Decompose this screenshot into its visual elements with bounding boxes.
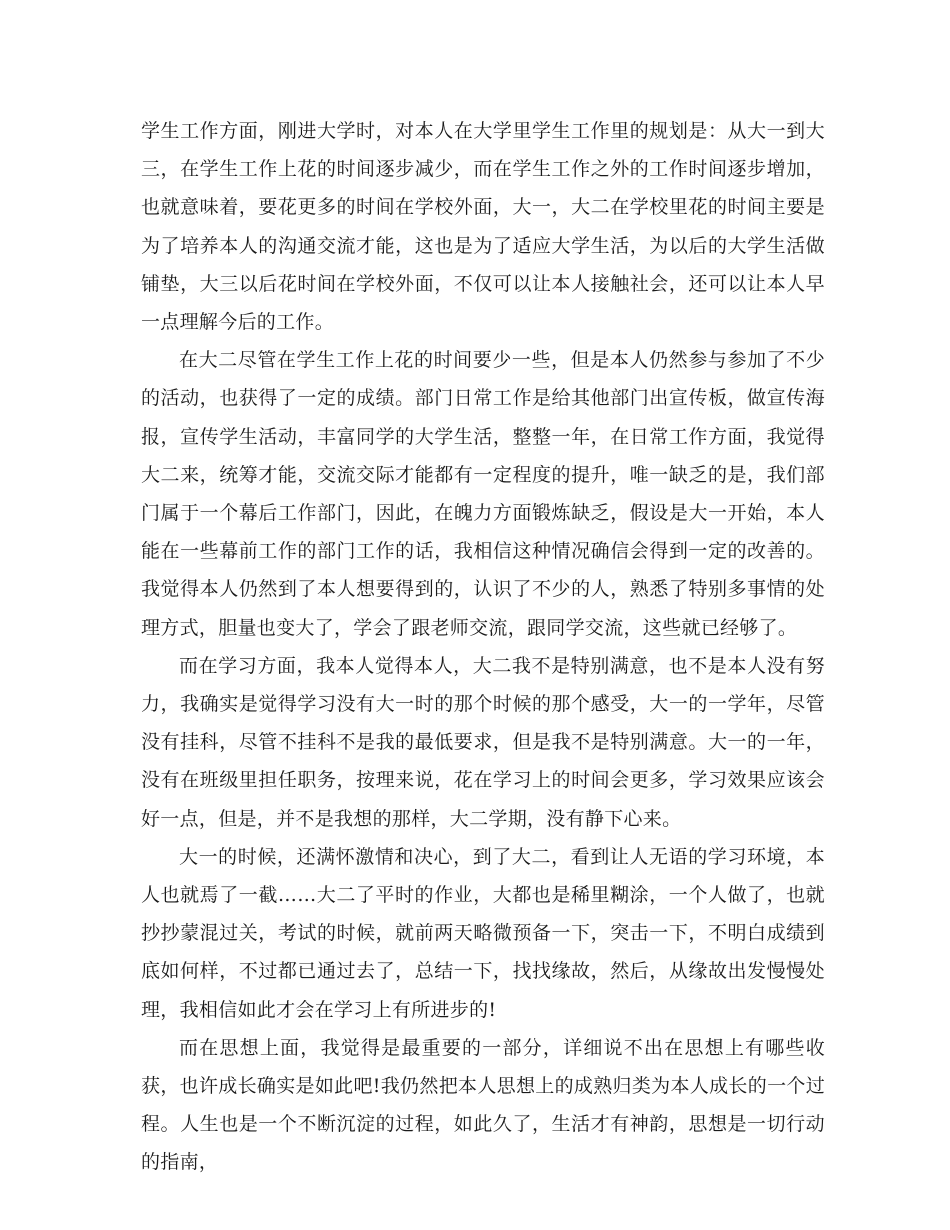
paragraph-sophomore-activities: 在大二尽管在学生工作上花的时间要少一些，但是本人仍然参与参加了不少的活动，也获得了一定的成绩。部门日常工作是给其他部门出宣传板，做宣传海报，宣传学生活动，丰富同学的大学生活，整整一年，在日常工作方面，我觉得大二来，统筹才能，交流交际才能都有一定程度的提升，唯一缺乏的是，我们部门属于一个幕后工作部门，因此，在魄力方面锻炼缺乏，假设是大一开始，本人能在一些幕前工作的部门工作的话，我相信这种情况确信会得到一定的改善的。我觉得本人仍然到了本人想要得到的，认识了不少的人，熟悉了特别多事情的处理方式，胆量也变大了，学会了跟老师交流，跟同学交流，这些就已经够了。 <box>141 349 825 639</box>
paragraph-freshman-reflection: 大一的时候，还满怀激情和决心，到了大二，看到让人无语的学习环境，本人也就焉了一截……大二了平时的作业，大都也是稀里糊涂，一个人做了，也就抄抄蒙混过关，考试的时候，就前两天略微预备一下，突击一下，不明白成绩到底如何样，不过都已通过去了，总结一下，找找缘故，然后，从缘故出发慢慢处理，我相信如此才会在学习上有所进步的! <box>141 845 825 1021</box>
paragraph-study: 而在学习方面，我本人觉得本人，大二我不是特别满意，也不是本人没有努力，我确实是觉得学习没有大一时的那个时候的那个感受，大一的一学年，尽管没有挂科，尽管不挂科不是我的最低要求，但是我不是特别满意。大一的一年，没有在班级里担任职务，按理来说，花在学习上的时间会更多，学习效果应该会好一点，但是，并不是我想的那样，大二学期，没有静下心来。 <box>141 654 825 830</box>
paragraph-thought: 而在思想上面，我觉得是最重要的一部分，详细说不出在思想上有哪些收获，也许成长确实是如此吧!我仍然把本人思想上的成熟归类为本人成长的一个过程。人生也是一个不断沉淀的过程，如此久了，生活才有神韵，思想是一切行动的指南， <box>141 1036 825 1174</box>
document-body <box>141 112 825 1182</box>
paragraph-student-work: 学生工作方面，刚进大学时，对本人在大学里学生工作里的规划是：从大一到大三，在学生工作上花的时间逐步减少，而在学生工作之外的工作时间逐步增加，也就意味着，要花更多的时间在学校外面，大一，大二在学校里花的时间主要是为了培养本人的沟通交流才能，这也是为了适应大学生活，为以后的大学生活做铺垫，大三以后花时间在学校外面，不仅可以让本人接触社会，还可以让本人早一点理解今后的工作。 <box>141 120 825 334</box>
